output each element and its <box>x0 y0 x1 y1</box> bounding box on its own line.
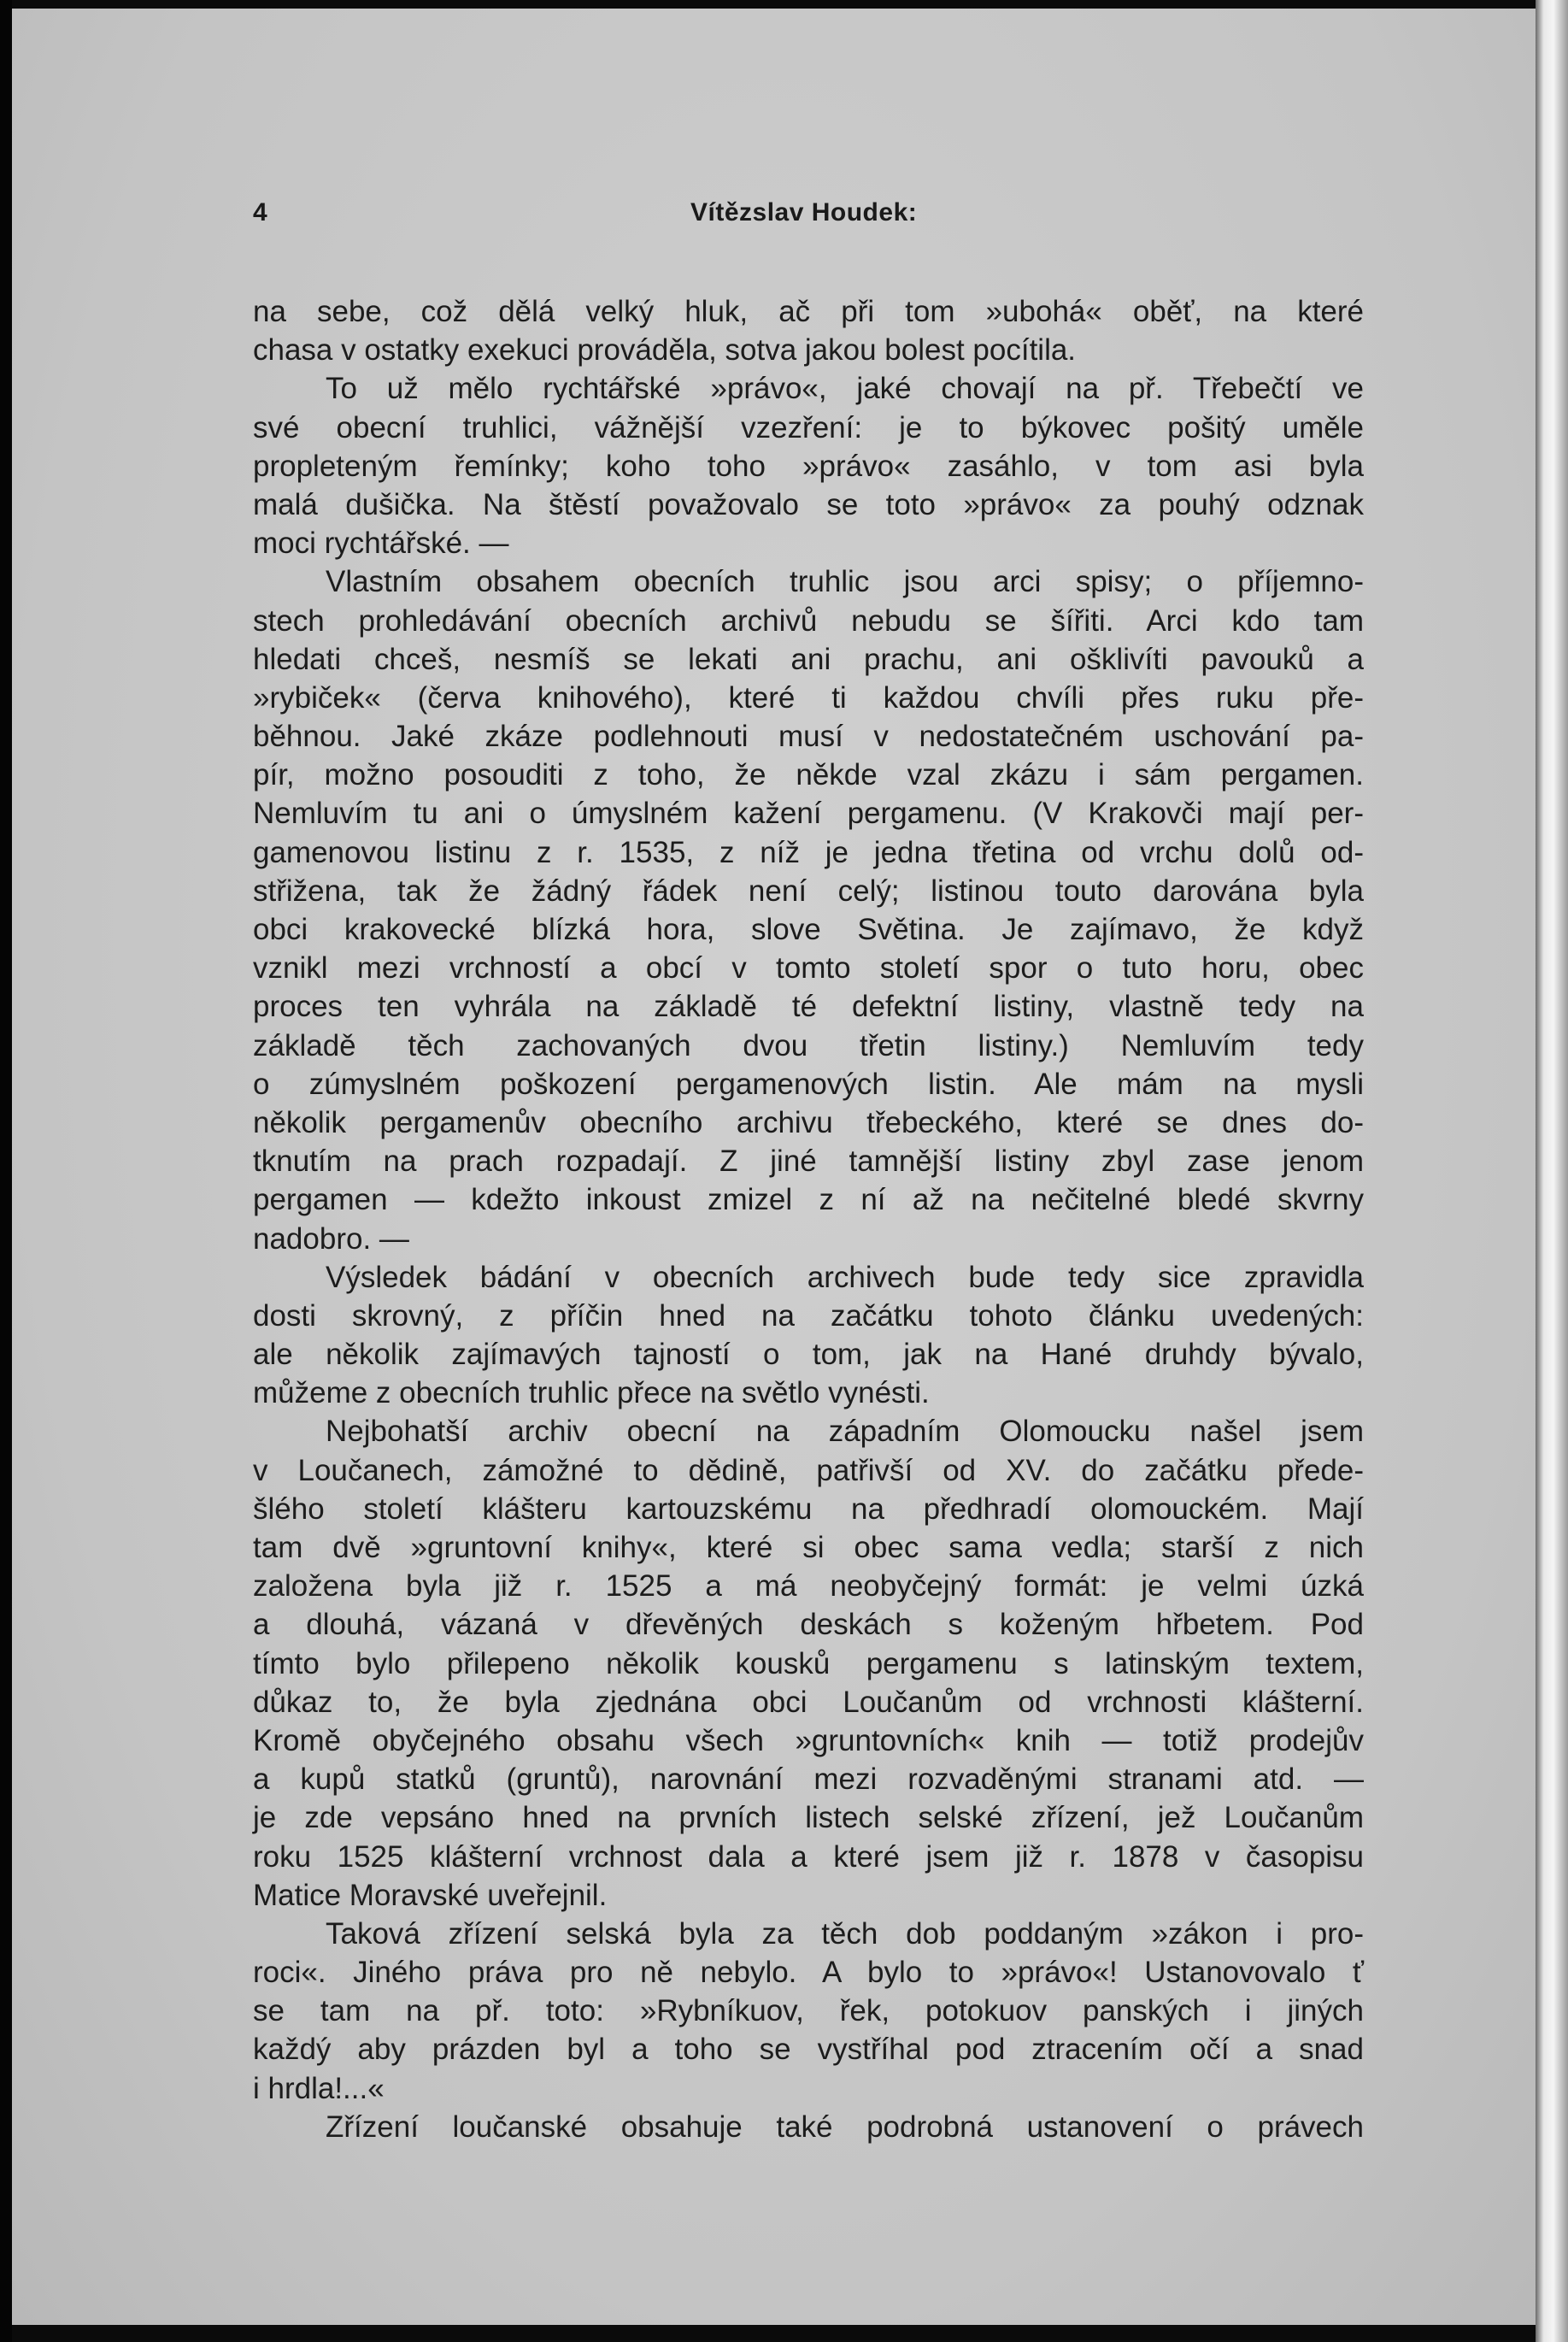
text-line: každý aby prázden byl a toho se vystříhal pod ztracením očí a snad <box>253 2033 1364 2067</box>
text-line: gamenovou listinu z r. 1535, z níž je jedna třetina od vrchu dolů od- <box>253 835 1364 869</box>
text-line: »rybiček« (červa knihového), které ti každou chvíli přes ruku pře- <box>253 680 1364 715</box>
text-line: několik pergamenův obecního archivu třebeckého, které se dnes do- <box>253 1105 1364 1139</box>
text-line: nadobro. — <box>253 1221 409 1256</box>
text-line: střižena, tak že žádný řádek není celý; listinou touto darována byla <box>253 874 1364 908</box>
text-line: i hrdla!...« <box>253 2071 385 2105</box>
text-line: Vlastním obsahem obecních truhlic jsou arci spisy; o příjemno- <box>326 565 1364 599</box>
text-line: To už mělo rychtářské »právo«, jaké chovají na př. Třebečtí ve <box>326 372 1364 406</box>
page-header <box>253 198 1364 239</box>
text-line: stech prohledávání obecních archivů nebudu se šířiti. Arci kdo tam <box>253 603 1364 638</box>
text-line: vznikl mezi vrchností a obcí v tomto století spor o tuto horu, obec <box>253 951 1364 986</box>
text-line: hledati chceš, nesmíš se lekati ani prachu, ani ošklivíti pavouků a <box>253 642 1364 676</box>
text-line: a dlouhá, vázaná v dřevěných deskách s koženým hřbetem. Pod <box>253 1608 1364 1642</box>
text-line: šlého století klášteru kartouzskému na předhradí olomouckém. Mají <box>253 1492 1364 1526</box>
text-line: důkaz to, že byla zjednána obci Loučanům od vrchnosti klášterní. <box>253 1685 1364 1719</box>
text-line: o zúmyslném poškození pergamenových listin. Ale mám na mysli <box>253 1067 1364 1101</box>
text-line: chasa v ostatky exekuci prováděla, sotva jakou bolest pocítila. <box>253 333 1077 368</box>
text-line: základě těch zachovaných dvou třetin listiny.) Nemluvím tedy <box>253 1028 1364 1062</box>
text-line: Výsledek bádání v obecních archivech bude tedy sice zpravidla <box>326 1260 1364 1294</box>
text-line: v Loučanech, zámožné to dědině, patřivší od XV. do začátku přede- <box>253 1453 1364 1487</box>
text-line: roci«. Jiného práva pro ně nebylo. A bylo to »právo«! Ustanovovalo ť <box>253 1956 1364 1990</box>
text-line: Kromě obyčejného obsahu všech »gruntovních« knih — totiž prodejův <box>253 1723 1364 1757</box>
text-line: ale několik zajímavých tajností o tom, jak na Hané druhdy bývalo, <box>253 1338 1364 1372</box>
text-line: moci rychtářské. — <box>253 527 509 561</box>
text-line: Zřízení loučanské obsahuje také podrobná ustanovení o právech <box>326 2110 1364 2144</box>
body-text <box>253 292 1364 2146</box>
text-line: a kupů statků (gruntů), narovnání mezi rozvaděnými stranami atd. — <box>253 1762 1364 1797</box>
text-line: běhnou. Jaké zkáze podlehnouti musí v nedostatečném uschování pa- <box>253 720 1364 754</box>
text-line: obci krakovecké blízká hora, slove Světina. Je zajímavo, že když <box>253 913 1364 946</box>
text-line: tímto bylo přilepeno několik kousků pergamenu s latinským textem, <box>253 1646 1364 1680</box>
book-page <box>12 9 1552 2325</box>
text-line: tam dvě »gruntovní knihy«, které si obec sama vedla; starší z nich <box>253 1531 1364 1564</box>
text-line: proces ten vyhrála na základě té defektní listiny, vlastně tedy na <box>253 990 1364 1024</box>
text-line: propleteným řemínky; koho toho »právo« zasáhlo, v tom asi byla <box>253 449 1364 483</box>
text-line: roku 1525 klášterní vrchnost dala a které jsem již r. 1878 v časopisu <box>253 1839 1364 1874</box>
text-line: Matice Moravské uveřejnil. <box>253 1878 608 1912</box>
running-head: Vítězslav Houdek: <box>690 198 918 227</box>
scan-right-edge <box>1536 0 1568 2342</box>
text-line: Taková zřízení selská byla za těch dob poddaným »zákon i pro- <box>326 1916 1364 1951</box>
text-line: malá dušička. Na štěstí považovalo se toto »právo« za pouhý odznak <box>253 487 1364 521</box>
text-line: založena byla již r. 1525 a má neobyčejný formát: je velmi úzká <box>253 1569 1364 1604</box>
text-line: můžeme z obecních truhlic přece na světlo vynésti. <box>253 1376 930 1410</box>
text-line: tknutím na prach rozpadají. Z jiné tamnější listiny zbyl zase jenom <box>253 1145 1364 1179</box>
scan-left-border <box>0 0 12 2342</box>
text-line: své obecní truhlici, vážnější vzezření: je to býkovec pošitý uměle <box>253 410 1364 444</box>
text-line: je zde vepsáno hned na prvních listech selské zřízení, jež Loučanům <box>253 1801 1364 1835</box>
text-line: se tam na př. toto: »Rybníkuov, řek, potokuov panských i jiných <box>253 1994 1364 2028</box>
text-line: pír, možno posouditi z toho, že někde vzal zkázu i sám pergamen. <box>253 758 1364 792</box>
text-line: na sebe, což dělá velký hluk, ač při tom »ubohá« oběť, na které <box>253 295 1364 328</box>
text-line: Nejbohatší archiv obecní na západním Olomoucku našel jsem <box>326 1415 1364 1449</box>
text-line: Nemluvím tu ani o úmyslném kažení pergamenu. (V Krakovči mají per- <box>253 797 1364 831</box>
text-line: pergamen — kdežto inkoust zmizel z ní až na nečitelné bledé skvrny <box>253 1183 1364 1217</box>
text-line: dosti skrovný, z příčin hned na začátku tohoto článku uvedených: <box>253 1298 1364 1333</box>
page-number: 4 <box>253 198 267 227</box>
